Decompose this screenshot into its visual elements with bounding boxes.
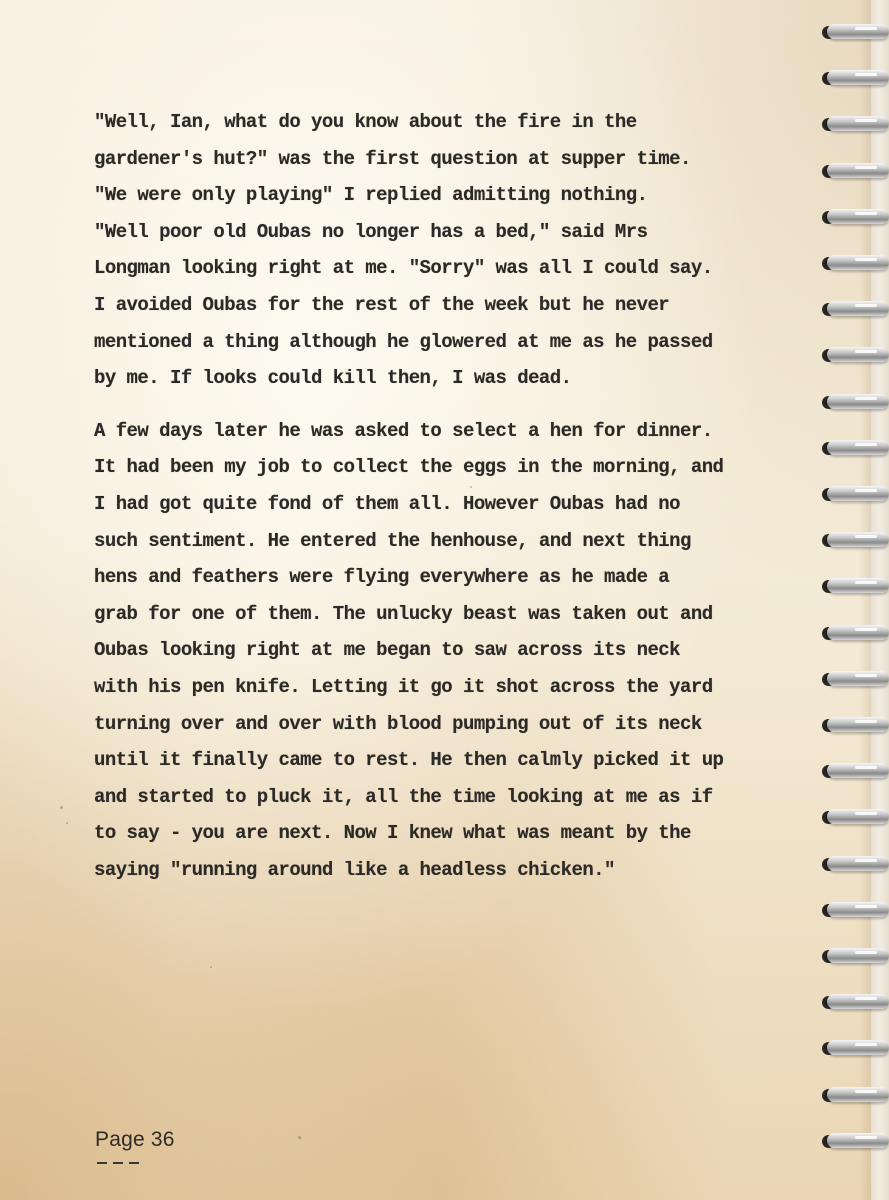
text-line: "Well, Ian, what do you know about the fire in the — [94, 111, 637, 133]
coil-wire — [827, 671, 889, 686]
coil-wire — [827, 116, 889, 131]
spiral-coil — [818, 992, 889, 1014]
coil-wire — [827, 717, 889, 732]
coil-wire — [827, 578, 889, 593]
spiral-coil — [818, 161, 889, 183]
spiral-coil — [818, 299, 889, 321]
spiral-coil — [818, 1038, 889, 1060]
text-line: mentioned a thing although he glowered at me as he passed — [94, 330, 713, 353]
coil-wire — [827, 902, 889, 917]
spiral-coil — [818, 484, 889, 506]
spiral-coil — [818, 392, 889, 414]
coil-wire — [827, 1040, 889, 1055]
paper-speck — [470, 486, 472, 488]
paragraph-gap — [94, 397, 774, 413]
coil-wire — [827, 994, 889, 1009]
coil-wire — [827, 486, 889, 501]
spiral-coil — [818, 22, 889, 44]
text-line: turning over and over with blood pumping out of its neck — [94, 712, 702, 735]
coil-wire — [827, 70, 889, 85]
spiral-coil — [818, 1085, 889, 1107]
coil-wire — [827, 763, 889, 778]
paper-speck — [298, 1136, 301, 1139]
text-line: saying "running around like a headless chicken." — [94, 858, 615, 881]
page-number: Page 36 — [95, 1128, 175, 1151]
text-line: with his pen knife. Letting it go it shot across the yard — [94, 675, 713, 698]
paper-speck — [60, 806, 63, 809]
text-line: such sentiment. He entered the henhouse, and next thing — [94, 529, 691, 552]
text-line: grab for one of them. The unlucky beast was taken out and — [94, 602, 713, 625]
spiral-coil — [818, 946, 889, 968]
spiral-coil — [818, 207, 889, 229]
text-line: gardener's hut?" was the first question at supper time. — [94, 147, 691, 170]
spiral-binding — [818, 22, 889, 1182]
text-line: "We were only playing" I replied admitting nothing. — [94, 184, 648, 207]
text-line: "Well poor old Oubas no longer has a bed," said Mrs — [94, 220, 648, 243]
text-line: until it finally came to rest. He then calmly picked it up — [94, 749, 724, 772]
coil-wire — [827, 1133, 889, 1148]
text-line: I avoided Oubas for the rest of the week but he never — [94, 293, 670, 316]
coil-wire — [827, 1087, 889, 1102]
spiral-coil — [818, 854, 889, 876]
spiral-coil — [818, 807, 889, 829]
spiral-coil — [818, 669, 889, 691]
spiral-coil — [818, 68, 889, 90]
coil-wire — [827, 347, 889, 362]
coil-wire — [827, 809, 889, 824]
spiral-coil — [818, 623, 889, 645]
coil-wire — [827, 394, 889, 409]
coil-wire — [827, 301, 889, 316]
coil-wire — [827, 625, 889, 640]
coil-wire — [827, 532, 889, 547]
text-line: and started to pluck it, all the time looking at me as if — [94, 785, 713, 808]
coil-wire — [827, 255, 889, 270]
paper-speck — [66, 822, 68, 824]
coil-wire — [827, 948, 889, 963]
text-line: hens and feathers were flying everywhere as he made a — [94, 566, 670, 589]
spiral-coil — [818, 900, 889, 922]
text-line: I had got quite fond of them all. However Oubas had no — [94, 492, 681, 515]
text-line: A few days later he was asked to select a hen for dinner. — [94, 419, 713, 442]
typed-text — [94, 104, 774, 888]
spiral-coil — [818, 761, 889, 783]
spiral-coil — [818, 715, 889, 737]
spiral-coil — [818, 345, 889, 367]
spiral-coil — [818, 576, 889, 598]
coil-wire — [827, 163, 889, 178]
text-line: Oubas looking right at me began to saw across its neck — [94, 639, 681, 662]
coil-wire — [827, 440, 889, 455]
page-number-underline — [97, 1162, 141, 1164]
text-line: by me. If looks could kill then, I was dead. — [94, 367, 572, 390]
spiral-coil — [818, 253, 889, 275]
spiral-coil — [818, 1131, 889, 1153]
text-line: to say - you are next. Now I knew what was meant by the — [94, 822, 691, 845]
coil-wire — [827, 24, 889, 39]
spiral-coil — [818, 438, 889, 460]
text-line: It had been my job to collect the eggs in the morning, and — [94, 456, 724, 479]
text-line: Longman looking right at me. "Sorry" was all I could say. — [94, 257, 713, 280]
spiral-coil — [818, 114, 889, 136]
coil-wire — [827, 209, 889, 224]
spiral-coil — [818, 530, 889, 552]
coil-wire — [827, 856, 889, 871]
paper-speck — [210, 966, 212, 968]
